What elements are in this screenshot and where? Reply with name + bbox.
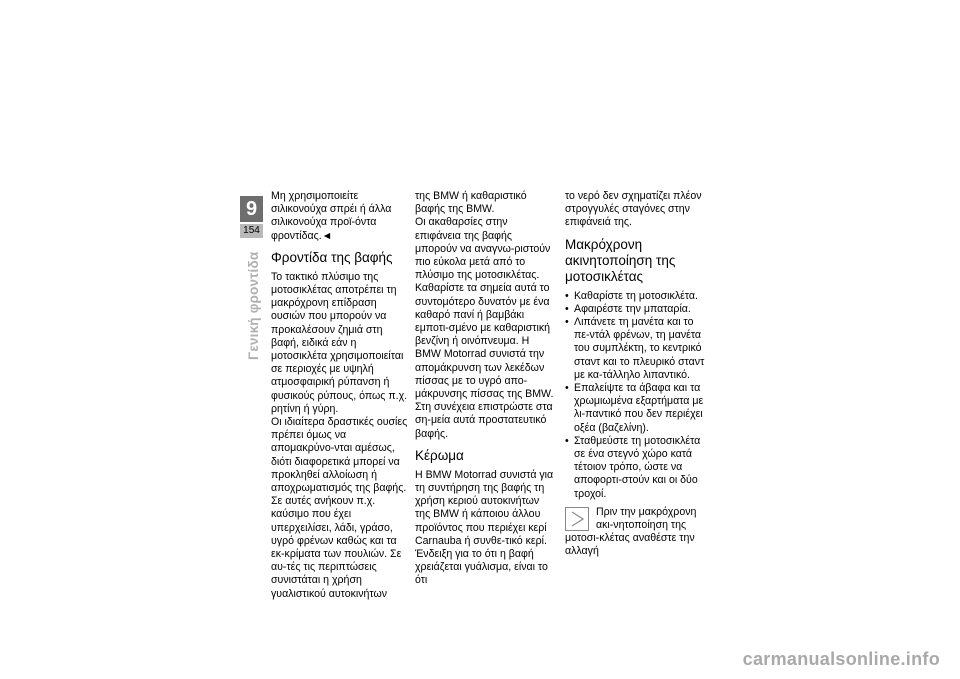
text-column-1 [271,190,408,601]
waxing-paragraph-1: Η BMW Motorrad συνιστά για τη συντήρηση της βαφής τη χρήση κεριού αυτοκινήτων της BMW ή κάποιου άλλου προϊόντος που περιέχει κερί Carnauba ή συνθε-τικό κερί. [415,468,554,547]
bullet-icon: • [565,289,569,302]
list-item-text: Επαλείψτε τα άβαφα και τα χρωμιωμένα εξαρτήματα με λι-παντικό που δεν περιέχει οξέα (βαζελίνη). [574,382,704,434]
list-item [565,382,705,435]
list-item [565,303,705,316]
chapter-side-title: Γενική φροντίδα [246,251,261,360]
caution-note [565,506,705,559]
caution-triangle-icon [565,507,589,531]
list-item-text: Καθαρίστε τη μοτοσικλέτα. [574,289,698,302]
list-item-text: Αφαιρέστε την μπαταρία. [574,302,691,315]
waxing-paragraph-3: το νερό δεν σχηματίζει πλέον στρογγυλές σταγόνες στην επιφάνειά της. [565,190,702,229]
paint-care-paragraph-1: Το τακτικό πλύσιμο της μοτοσικλέτας αποτρέπει τη μακρόχρονη επίδραση ουσιών που μπορούν να προκαλέσουν ζημιά στη βαφή, ειδικά εάν η μοτοσικλέτα χρησιμοποιείται σε περιοχές με υψηλή ατμοσφαιρική ρύπανση ή φυσικούς ρύπους, όπως π.χ. ρητίνη ή γύρη. [271,270,408,415]
bullet-icon: • [565,382,569,395]
text-column-3 [565,190,705,559]
intro-paragraph: Μη χρησιμοποιείτε σιλικονούχα σπρέι ή άλλα σιλικονούχα προϊ-όντα φροντίδας.◄ [271,190,392,242]
paint-care-paragraph-3: της BMW ή καθαριστικό βαφής της BMW. [415,190,527,216]
text-column-2 [415,190,555,588]
section-heading-storage: Μακρόχρονη ακινητοποίηση της μοτοσικλέτας [565,236,676,284]
section-heading-paint-care: Φροντίδα της βαφής [271,249,393,265]
list-item-text: Λιπάνετε τη μανέτα και το πε-ντάλ φρένων, τη μανέτα του συμπλέκτη, το κεντρικό σταντ και το πλευρικό σταντ με κα-τάλληλο λιπαντικό. [574,316,705,381]
page-number: 154 [240,224,263,238]
bullet-icon: • [565,302,569,315]
list-item [565,290,705,303]
chapter-number-tab: 9 [240,196,263,222]
bullet-icon: • [565,434,569,447]
waxing-paragraph-2: Ένδειξη για το ότι η βαφή χρειάζεται γυάλισμα, είναι το ότι [415,548,548,587]
storage-steps-list [565,290,705,501]
paint-care-paragraph-5: Στη συνέχεια επιστρώστε στα ση-μεία αυτά προστατευτικό βαφής. [415,401,553,440]
watermark-link[interactable]: carmanualsonline.info [742,649,940,669]
caution-note-text: Πριν την μακρόχρονη ακι-νητοποίηση της μοτοσι-κλέτας αναθέστε την αλλαγή [565,505,697,558]
list-item-text: Σταθμεύστε τη μοτοσικλέτα σε ένα στεγνό χώρο κατά τέτοιον τρόπο, ώστε να αποφορτι-στούν και οι δύο τροχοί. [574,434,701,500]
section-heading-waxing: Κέρωμα [415,447,464,463]
paint-care-paragraph-4: Οι ακαθαρσίες στην επιφάνεια της βαφής μπορούν να αναγνω-ριστούν πιο εύκολα μετά από το πλύσιμο της μοτοσικλέτας. Καθαρίστε τα σημεία αυτά το συντομότερο δυνατόν με ένα καθαρό πανί ή βαμβάκι εμποτι-σμένο με καθαριστική βενζίνη ή οινόπνευμα. Η BMW Motorrad συνιστά την απομάκρυνση των λεκέδων πίσσας με το υγρό απο-μάκρυνσης πίσσας της BMW. [415,216,554,401]
paint-care-paragraph-2: Οι ιδιαίτερα δραστικές ουσίες πρέπει όμως να απομακρύνο-νται αμέσως, διότι διαφορετικά μπορεί να προκληθεί αλλοίωση ή αποχρωματισμός της βαφής. Σε αυτές ανήκουν π.χ. καύσιμο που έχει υπερχειλίσει, λάδι, γράσο, υγρό φρένων καθώς και τα εκ-κρίματα των πουλιών. Σε αυ-τές τις περιπτώσεις συνιστάται η χρήση γυαλιστικού αυτοκινήτων [271,416,408,600]
list-item [565,435,705,501]
list-item [565,316,705,382]
bullet-icon: • [565,316,569,329]
